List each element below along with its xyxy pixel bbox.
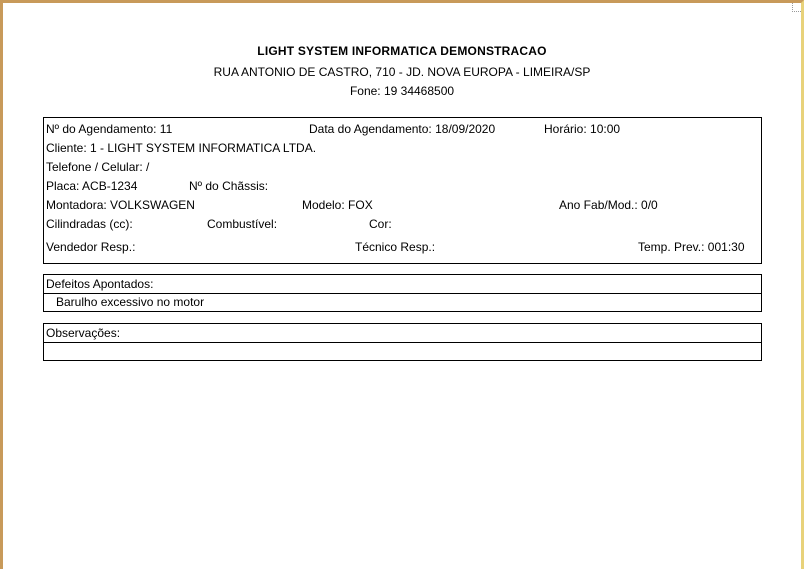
technician-responsible: Técnico Resp.:: [355, 240, 436, 254]
observations-header: [43, 323, 762, 343]
chassis: Nº do Chãssis:: [189, 179, 269, 193]
defects-text: Barulho excessivo no motor: [56, 295, 205, 309]
company-name: LIGHT SYSTEM INFORMATICA DEMONSTRACAO: [257, 44, 547, 58]
fuel: Combustível:: [207, 217, 278, 231]
appointment-number: Nº do Agendamento: 11: [46, 122, 173, 136]
client: Cliente: 1 - LIGHT SYSTEM INFORMATICA LTDA.: [46, 141, 317, 155]
page-corner-marker: [792, 3, 801, 12]
defects-title: Defeitos Apontados:: [46, 277, 154, 291]
plate: Placa: ACB-1234: [46, 179, 138, 193]
appointment-date: Data do Agendamento: 18/09/2020: [309, 122, 496, 136]
appointment-time: Horário: 10:00: [544, 122, 621, 136]
observations-title: Observações:: [46, 326, 121, 340]
observations-body: [43, 342, 762, 361]
seller-responsible: Vendedor Resp.:: [46, 240, 136, 254]
appointment-info-box: [43, 117, 762, 264]
year-fab-model: Ano Fab/Mod.: 0/0: [559, 198, 658, 212]
displacement: Cilindradas (cc):: [46, 217, 133, 231]
model: Modelo: FOX: [302, 198, 373, 212]
phone-cell: Telefone / Celular: /: [46, 160, 150, 174]
estimated-time: Temp. Prev.: 001:30: [638, 240, 745, 254]
color: Cor:: [369, 217, 392, 231]
company-phone: Fone: 19 34468500: [349, 84, 455, 98]
manufacturer: Montadora: VOLKSWAGEN: [46, 198, 195, 212]
defects-header: [43, 274, 762, 294]
defects-body: [43, 293, 762, 312]
company-address: RUA ANTONIO DE CASTRO, 710 - JD. NOVA EUROPA - LIMEIRA/SP: [213, 65, 591, 79]
